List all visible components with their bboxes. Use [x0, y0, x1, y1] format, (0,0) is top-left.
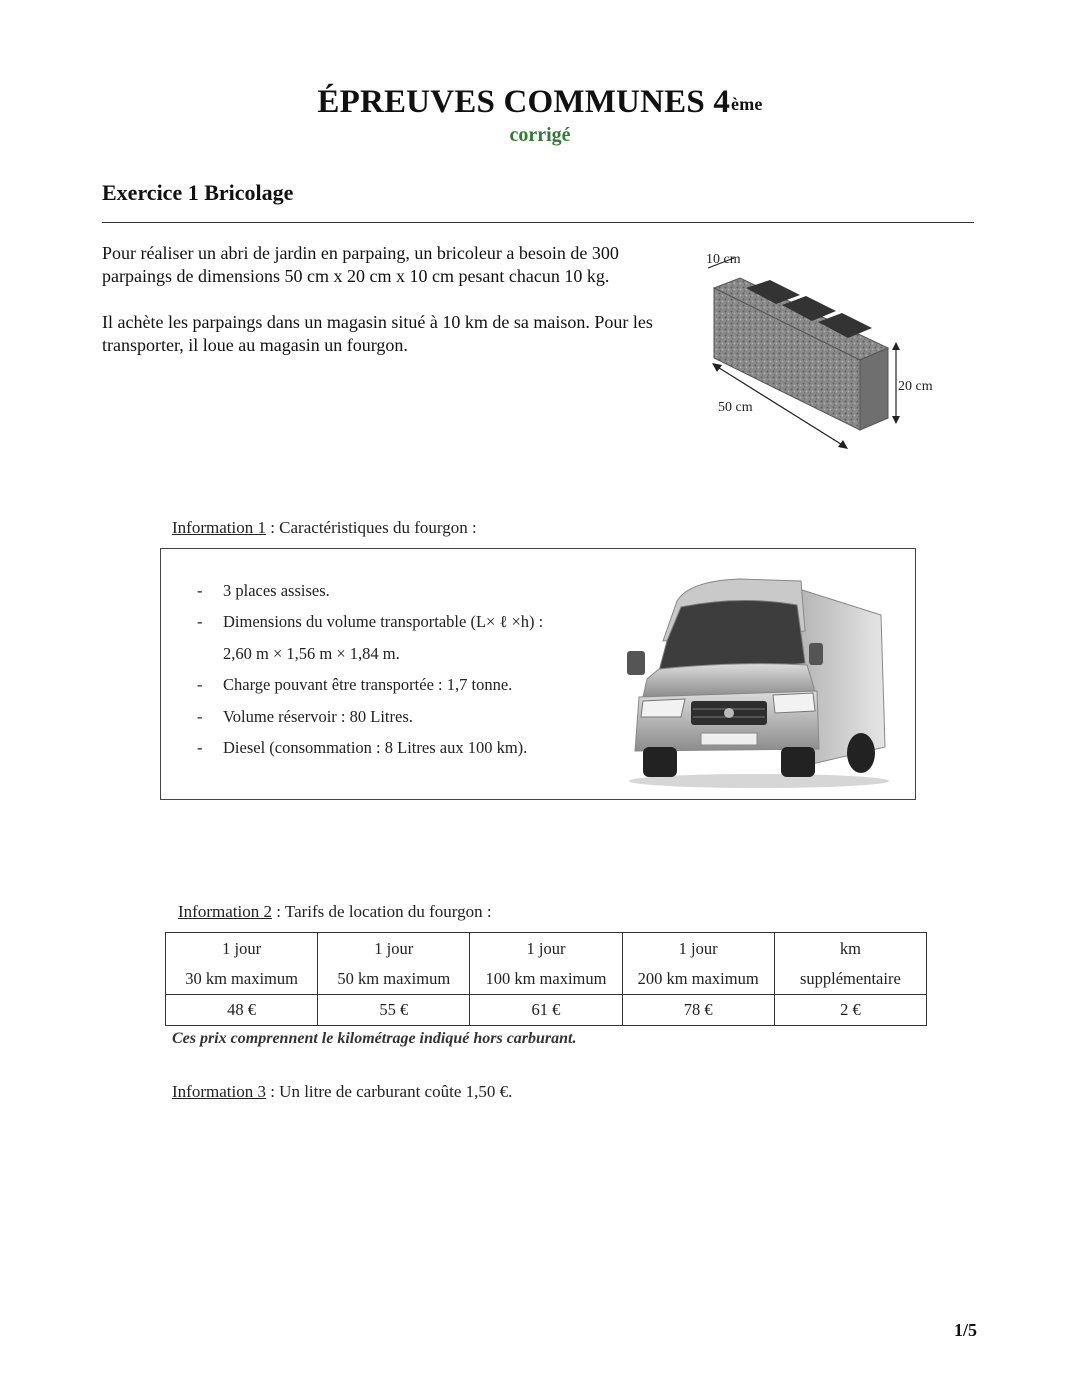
table-header-cell — [470, 933, 622, 995]
height-arrow-head-bottom — [892, 416, 900, 424]
van-photo — [619, 571, 893, 789]
page-number: 1/5 — [954, 1320, 978, 1340]
block-label-height: 20 cm — [898, 379, 933, 394]
van-headlight-right — [773, 693, 815, 713]
van-wheel-front-right — [781, 747, 815, 777]
header-line1: 1 jour — [222, 938, 262, 958]
van-wheel-front-left — [643, 747, 677, 777]
list-item: - 3 places assises. — [191, 575, 543, 606]
info2-label — [178, 902, 492, 922]
info1-label-prefix: Information 1 — [172, 518, 266, 537]
header-line2: 200 km maximum — [637, 968, 759, 988]
van-logo — [724, 708, 734, 718]
header-line1: 1 jour — [678, 938, 718, 958]
header-line1: km — [839, 938, 861, 958]
price-cell: 48 € — [166, 995, 318, 1026]
exercise-heading: Exercice 1 Bricolage — [102, 180, 294, 205]
rates-note: Ces prix comprennent le kilométrage indiqué hors carburant. — [172, 1030, 577, 1047]
heading-divider — [102, 222, 974, 223]
info1-label — [172, 518, 477, 538]
header-line2: 100 km maximum — [485, 968, 607, 988]
header-line1: 1 jour — [374, 938, 414, 958]
info3-label — [172, 1082, 512, 1102]
van-windshield — [659, 600, 805, 671]
page-subtitle: corrigé — [509, 124, 571, 146]
length-arrow-head-start — [712, 363, 722, 372]
van-plate — [701, 733, 757, 745]
info3-label-rest: : Un litre de carburant coûte 1,50 €. — [265, 1082, 513, 1101]
table-header-cell — [166, 933, 318, 995]
header-line1: 1 jour — [526, 938, 566, 958]
table-header-cell — [318, 933, 470, 995]
info2-label-prefix: Information 2 — [178, 902, 272, 921]
list-item: - Charge pouvant être transportée : 1,7 tonne. — [191, 669, 543, 700]
rental-rates-table — [165, 932, 927, 1026]
info1-box — [160, 548, 916, 800]
title-text: ÉPREUVES COMMUNES 4 — [317, 84, 731, 120]
length-arrow-head-end — [838, 440, 848, 449]
info2-label-rest: : Tarifs de location du fourgon : — [271, 902, 492, 921]
height-arrow-head-top — [892, 342, 900, 350]
list-item: - Diesel (consommation : 8 Litres aux 100 km). — [191, 732, 543, 763]
van-headlight-left — [641, 699, 685, 717]
info3-label-prefix: Information 3 — [172, 1082, 266, 1101]
block-label-width: 10 cm — [706, 252, 741, 267]
exercise-paragraph-1: Pour réaliser un abri de jardin en parpaing, un bricoleur a besoin de 300 parpaings de dimensions 50 cm x 20 cm x 10 cm pesant chacun 10 kg. — [102, 243, 619, 286]
header-line2: supplémentaire — [799, 968, 901, 988]
page-title — [0, 84, 1080, 121]
block-label-length: 50 cm — [718, 400, 753, 415]
title-superscript: ème — [731, 94, 763, 114]
table-header-cell — [622, 933, 774, 995]
price-cell: 78 € — [622, 995, 774, 1026]
header-line2: 30 km maximum — [185, 968, 298, 988]
table-row — [166, 995, 927, 1026]
price-cell: 61 € — [470, 995, 622, 1026]
van-mirror-right — [809, 643, 823, 665]
van-wheel-rear — [847, 733, 875, 773]
list-item: - Volume réservoir : 80 Litres. — [191, 701, 543, 732]
exercise-paragraph-2: Il achète les parpaings dans un magasin situé à 10 km de sa maison. Pour les transporter, il loue au magasin un fourgon. — [102, 312, 653, 355]
header-line2: 50 km maximum — [337, 968, 451, 988]
table-row — [166, 933, 927, 995]
concrete-block-figure — [700, 238, 960, 458]
table-header-cell — [774, 933, 926, 995]
van-mirror-left — [627, 651, 645, 675]
price-cell: 55 € — [318, 995, 470, 1026]
info1-label-rest: : Caractéristiques du fourgon : — [265, 518, 477, 537]
van-characteristics-list — [191, 575, 543, 763]
list-item: - Dimensions du volume transportable (L× ℓ ×h) : — [191, 606, 543, 637]
list-item: 2,60 m × 1,56 m × 1,84 m. — [223, 643, 400, 663]
block-side-face — [860, 348, 888, 430]
price-cell: 2 € — [774, 995, 926, 1026]
